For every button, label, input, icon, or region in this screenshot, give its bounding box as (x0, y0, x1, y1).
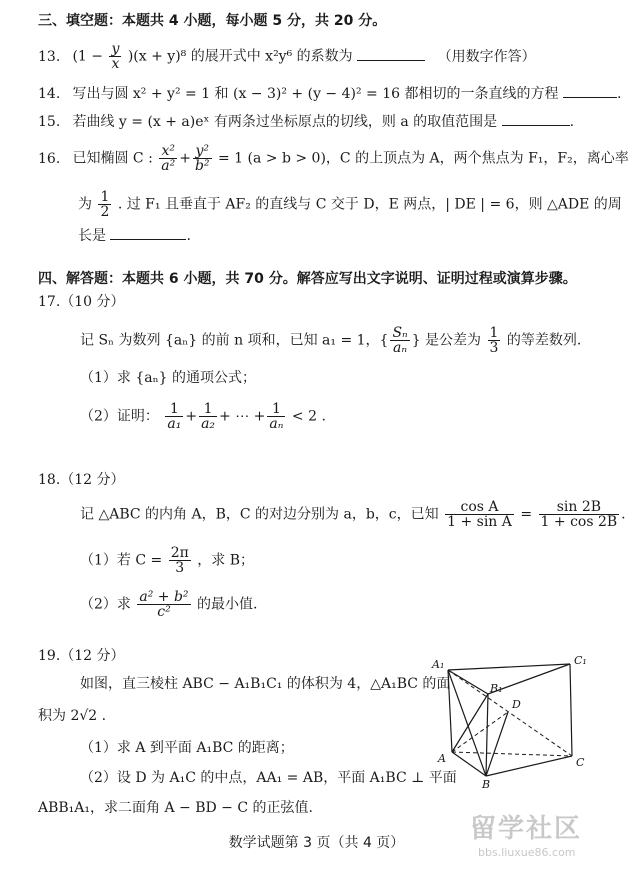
edge-c1-c (570, 664, 572, 756)
q17-term-n: $\frac{1}{\text{aₙ}}$ (269, 401, 284, 432)
watermark-url: bbs.liuxue86.com (478, 846, 576, 859)
q18-part-2-lead: （2）求 (80, 596, 131, 613)
q16-plus: + (179, 150, 191, 167)
question-15 (38, 112, 574, 132)
q17-part-2 (80, 402, 326, 431)
hidden-segment-a-d (452, 712, 508, 752)
watermark-logo: 留学社区 (470, 814, 583, 844)
question-16-line-1 (38, 144, 629, 173)
section-4-header: 四、解答题：本题共 6 小题，共 70 分。解答应写出文字说明、证明过程或演算步骤。 (38, 271, 577, 287)
q13-answer-blank[interactable] (357, 48, 425, 61)
q15-answer-blank[interactable] (502, 113, 570, 126)
q19-part-2-line-2: ABB₁A₁，求二面角 A − BD − C 的正弦值. (38, 800, 313, 816)
edge-a1-b1 (448, 670, 488, 694)
segment-a-b1 (452, 694, 488, 752)
q17-op-2: + ⋯ + (219, 408, 266, 425)
label-a1: A₁ (432, 658, 445, 671)
q19-header: 19.（12 分） (38, 648, 125, 664)
q18-stem (80, 500, 626, 529)
q18-header: 18.（12 分） (38, 472, 125, 488)
page-footer: 数学试题第 3 页（共 4 页） (228, 835, 405, 851)
q17-part-2-lead: （2）证明： (80, 408, 159, 425)
label-b1: B₁ (490, 682, 503, 695)
q17-op-1: + (185, 408, 198, 425)
question-13 (38, 42, 536, 71)
q17-part-1: （1）求 {aₙ} 的通项公式； (80, 370, 257, 386)
q14-answer-blank[interactable] (563, 85, 617, 98)
q15-number: 15. (38, 114, 61, 130)
q16-text-2a: 为 (78, 196, 92, 213)
q13-expression: )(x + y)⁸ 的展开式中 x²y⁶ 的系数为 (127, 48, 353, 65)
q16-answer-blank[interactable] (110, 227, 186, 240)
q17-fraction-s-over-a: $\frac{\text{Sₙ}}{\text{aₙ}}$ (392, 325, 408, 356)
edge-b-c (486, 756, 572, 776)
q18-fraction-ratio: $\frac{\text{a² + b²}}{\text{c²}}$ (139, 589, 189, 620)
q18-fraction-2pi-3: $\frac{2\pi}{3}$ (170, 545, 189, 576)
q15-text: 若曲线 y = (x + a)eˣ 有两条过坐标原点的切线，则 a 的取值范围是 (72, 114, 498, 130)
q16-fraction-x: $\frac{\text{x²}}{\text{a²}}$ (161, 143, 176, 174)
q18-fraction-right: $\frac{\sin 2B}{1 + \cos 2B}$ (540, 499, 618, 530)
section-3-header: 三、填空题：本题共 4 小题，每小题 5 分，共 20 分。 (38, 13, 387, 29)
label-d: D (512, 698, 521, 711)
q13-note: （用数字作答） (437, 48, 536, 65)
q14-number: 14. (38, 86, 61, 102)
q19-stem-line-2: 积为 2√2 . (38, 708, 107, 724)
q16-text-1b: = 1 (a > b > 0)，C 的上顶点为 A，两个焦点为 F₁，F₂，离心率 (217, 150, 629, 167)
q14-end: . (616, 86, 622, 102)
q18-text-1a: 记 △ABC 的内角 A，B，C 的对边分别为 a，b，c，已知 (80, 506, 439, 523)
q18-part-2-tail: 的最小值. (197, 596, 258, 613)
label-a: A (438, 752, 446, 765)
q16-text-1a: 已知椭圆 C : (72, 150, 153, 167)
q17-term-2: $\frac{1}{\text{a₂}}$ (201, 401, 216, 432)
question-16-line-3 (78, 226, 191, 246)
q17-header: 17.（10 分） (38, 294, 125, 310)
q19-part-1: （1）求 A 到平面 A₁BC 的距离； (80, 740, 294, 756)
segment-b-d (486, 712, 508, 776)
q16-text-2b: . 过 F₁ 且垂直于 AF₂ 的直线与 C 交于 D，E 两点，| DE | = 6，则 △ADE 的周 (117, 196, 622, 213)
q14-text: 写出与圆 x² + y² = 1 和 (x − 3)² + (y − 4)² = 16 都相切的一条直线的方程 (72, 86, 559, 102)
q13-number: 13. (38, 48, 61, 65)
q13-lead: (1 − (72, 48, 104, 65)
q15-end: . (569, 114, 575, 130)
q17-text-1b: } 是公差为 (411, 332, 482, 349)
label-b: B (482, 778, 491, 790)
q18-end: . (621, 506, 626, 523)
segment-a1-b (448, 670, 486, 776)
q18-part-2 (80, 590, 257, 619)
edge-a1-a (448, 670, 452, 752)
q17-term-1: $\frac{1}{\text{a₁}}$ (167, 401, 182, 432)
question-14 (38, 84, 621, 104)
hidden-edge-a-c (452, 752, 572, 756)
q13-fraction: $\frac{y}{x}$ (111, 41, 120, 72)
label-c: C (576, 756, 585, 769)
q18-part-1 (80, 546, 254, 575)
q16-fraction-y: $\frac{\text{y²}}{\text{b²}}$ (194, 143, 210, 174)
q17-stem (80, 326, 581, 355)
q16-text-3: 长是 (78, 228, 106, 244)
q19-part-2-line-1: （2）设 D 为 A₁C 的中点，AA₁ = AB，平面 A₁BC ⊥ 平面 (80, 770, 457, 786)
q16-end: . (186, 228, 191, 244)
q17-text-1a: 记 Sₙ 为数列 {aₙ} 的前 n 项和，已知 a₁ = 1，{ (80, 332, 389, 349)
q17-text-1c: 的等差数列. (506, 332, 582, 349)
q16-number: 16. (38, 150, 61, 167)
q18-part-1-tail: ，求 B； (197, 552, 255, 569)
q19-stem-line-1: 如图，直三棱柱 ABC − A₁B₁C₁ 的体积为 4，△A₁BC 的面 (80, 676, 451, 692)
q17-fraction-third: $\frac{1}{3}$ (489, 325, 499, 356)
q18-equals: = (520, 506, 533, 523)
edge-a1-c1 (448, 664, 570, 670)
q18-fraction-left: $\frac{\text{cos A}}{\text{1 + sin A}}$ (447, 499, 512, 530)
label-c1: C₁ (574, 654, 587, 667)
edge-a-b (452, 752, 486, 776)
q17-op-3: < 2 . (291, 408, 326, 425)
hidden-segment-a1-c (448, 670, 572, 756)
q18-part-1-lead: （1）若 C = (80, 552, 163, 569)
edge-b1-b (486, 694, 488, 776)
q16-fraction-half: $\frac{1}{2}$ (100, 189, 110, 220)
question-16-line-2 (78, 190, 622, 219)
prism-figure (430, 652, 595, 790)
